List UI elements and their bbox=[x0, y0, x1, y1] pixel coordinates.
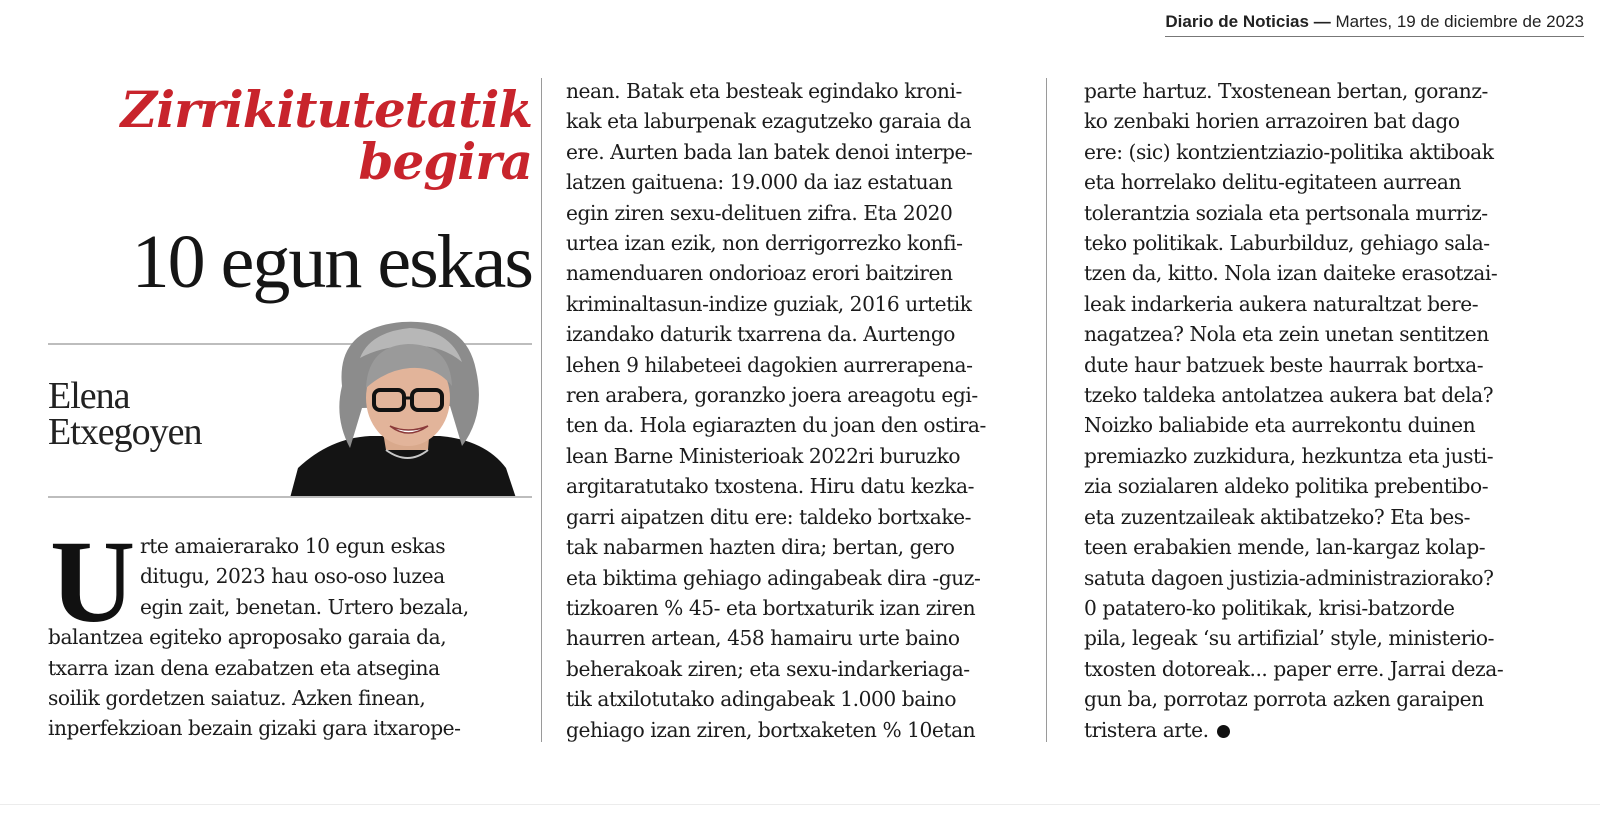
article-line: tak nabarmen hazten dira; bertan, gero bbox=[566, 535, 955, 560]
article-column-1 bbox=[48, 516, 528, 744]
article-line: namenduaren ondorioaz erori baitziren bbox=[566, 261, 953, 286]
article-line: haurren artean, 458 hamairu urte baino bbox=[566, 626, 960, 651]
publication-date: Martes, 19 de diciembre de 2023 bbox=[1335, 12, 1584, 31]
article-line: txosten dotoreak... paper erre. Jarrai deza- bbox=[1084, 656, 1504, 681]
article-line: egin ziren sexu-delituen zifra. Eta 2020 bbox=[566, 200, 953, 225]
article-line: tolerantzia soziala eta pertsonala murriz- bbox=[1084, 200, 1488, 225]
article-line: gun ba, porrotaz porrota azken garaipen bbox=[1084, 687, 1484, 712]
article-line: eta biktima gehiago adingabeak dira -guz- bbox=[566, 565, 981, 590]
article-line: urtea izan ezik, non derrigorrezko konfi- bbox=[566, 231, 963, 256]
end-of-article-bullet-icon bbox=[1217, 725, 1230, 738]
article-line: tizkoaren % 45- eta bortxaturik izan ziren bbox=[566, 595, 976, 620]
author-first-name: Elena bbox=[48, 375, 130, 417]
article-line: ere: (sic) kontzientziazio-politika aktiboak bbox=[1084, 139, 1494, 164]
section-title-line-2: begira bbox=[358, 132, 532, 191]
article-line: tzen da, kitto. Nola izan daiteke erasotzai- bbox=[1084, 261, 1498, 286]
article-line: kriminaltasun-indize guziak, 2016 urtetik bbox=[566, 291, 972, 316]
column-divider-1 bbox=[541, 78, 542, 742]
article-line: egin zait, benetan. Urtero bezala, bbox=[140, 594, 469, 619]
article-headline: 10 egun eskas bbox=[131, 220, 532, 304]
article-line: ko zenbaki horien arrazoiren bat dago bbox=[1084, 109, 1460, 134]
article-line: dute haur batzuek beste haurrak bortxa- bbox=[1084, 352, 1484, 377]
article-line: Noizko baliabide eta aurrekontu duinen bbox=[1084, 413, 1476, 438]
article-line: beherakoak ziren; eta sexu-indarkeriaga- bbox=[566, 656, 970, 681]
article-line: satuta dagoen justizia-administraziorako? bbox=[1084, 565, 1494, 590]
article-line: izandako daturik txarrena da. Aurtengo bbox=[566, 322, 956, 347]
article-line: parte hartuz. Txostenean bertan, goranz- bbox=[1084, 79, 1488, 103]
article-line: lehen 9 hilabeteei dagokien aurrerapena- bbox=[566, 352, 973, 377]
article-line: leak indarkeria aukera naturaltzat bere- bbox=[1084, 291, 1479, 316]
article-line: nagatzea? Nola eta zein unetan sentitzen bbox=[1084, 322, 1489, 347]
article-line: ere. Aurten bada lan batek denoi interpe- bbox=[566, 139, 973, 164]
article-line: txarra izan dena ezabatzen eta atsegina bbox=[48, 655, 440, 680]
page-bottom-rule bbox=[0, 804, 1600, 805]
masthead bbox=[1165, 12, 1584, 37]
article-line: nean. Batak eta besteak egindako kroni- bbox=[566, 79, 962, 103]
article-line: teko politikak. Laburbilduz, gehiago sala- bbox=[1084, 231, 1490, 256]
header-divider-bottom bbox=[48, 496, 532, 498]
article-line: latzen gaituena: 19.000 da iaz estatuan bbox=[566, 170, 953, 195]
article-column-3 bbox=[1084, 76, 1584, 745]
column-divider-2 bbox=[1046, 78, 1047, 742]
article-line: garri aipatzen ditu ere: taldeko bortxake- bbox=[566, 504, 972, 529]
article-line: teen erabakien mende, lan-kargaz kolap- bbox=[1084, 535, 1486, 560]
masthead-separator: — bbox=[1313, 12, 1331, 31]
article-column-2 bbox=[566, 76, 1036, 745]
article-line: tristera arte. bbox=[1084, 715, 1584, 745]
article-line: argitaratutako txostena. Hiru datu kezka- bbox=[566, 474, 974, 499]
section-title-line-1: Zirrikitutetatik bbox=[120, 80, 532, 139]
column-section-title bbox=[120, 80, 532, 191]
article-line: zia sozialaren aldeko politika prebentibo- bbox=[1084, 474, 1489, 499]
author-portrait bbox=[290, 318, 522, 498]
article-line: tzeko taldeka antolatzea aukera bat dela? bbox=[1084, 383, 1494, 408]
article-line: lean Barne Ministerioak 2022ri buruzko bbox=[566, 443, 961, 468]
author-last-name: Etxegoyen bbox=[48, 411, 202, 453]
newspaper-name: Diario de Noticias bbox=[1165, 12, 1309, 31]
article-line: premiazko zuzkidura, hezkuntza eta justi- bbox=[1084, 443, 1494, 468]
article-line: gehiago izan ziren, bortxaketen % 10etan bbox=[566, 717, 976, 742]
article-line: soilik gordetzen saiatuz. Azken finean, bbox=[48, 686, 426, 711]
article-line: ditugu, 2023 hau oso-oso luzea bbox=[140, 564, 445, 589]
article-line: eta zuzentzaileak aktibatzeko? Eta bes- bbox=[1084, 504, 1470, 529]
article-line: kak eta laburpenak ezagutzeko garaia da bbox=[566, 109, 972, 134]
author-byline bbox=[48, 375, 202, 453]
article-line: tik atxilotutako adingabeak 1.000 baino bbox=[566, 687, 957, 712]
article-line: 0 patatero-ko politikak, krisi-batzorde bbox=[1084, 595, 1455, 620]
article-line: ten da. Hola egiarazten du joan den ostira- bbox=[566, 413, 986, 438]
article-line: eta horrelako delitu-egitateen aurrean bbox=[1084, 170, 1462, 195]
article-line: balantzea egiteko aproposako garaia da, bbox=[48, 625, 447, 650]
article-line: rte amaierarako 10 egun eskas bbox=[140, 534, 446, 558]
article-line: inperfekzioan bezain gizaki gara itxarope- bbox=[48, 716, 461, 741]
article-line: ren arabera, goranzko joera areagotu egi- bbox=[566, 383, 978, 408]
drop-cap: U bbox=[50, 516, 136, 647]
article-line: pila, legeak ‘su artifizial’ style, ministerio- bbox=[1084, 626, 1494, 651]
